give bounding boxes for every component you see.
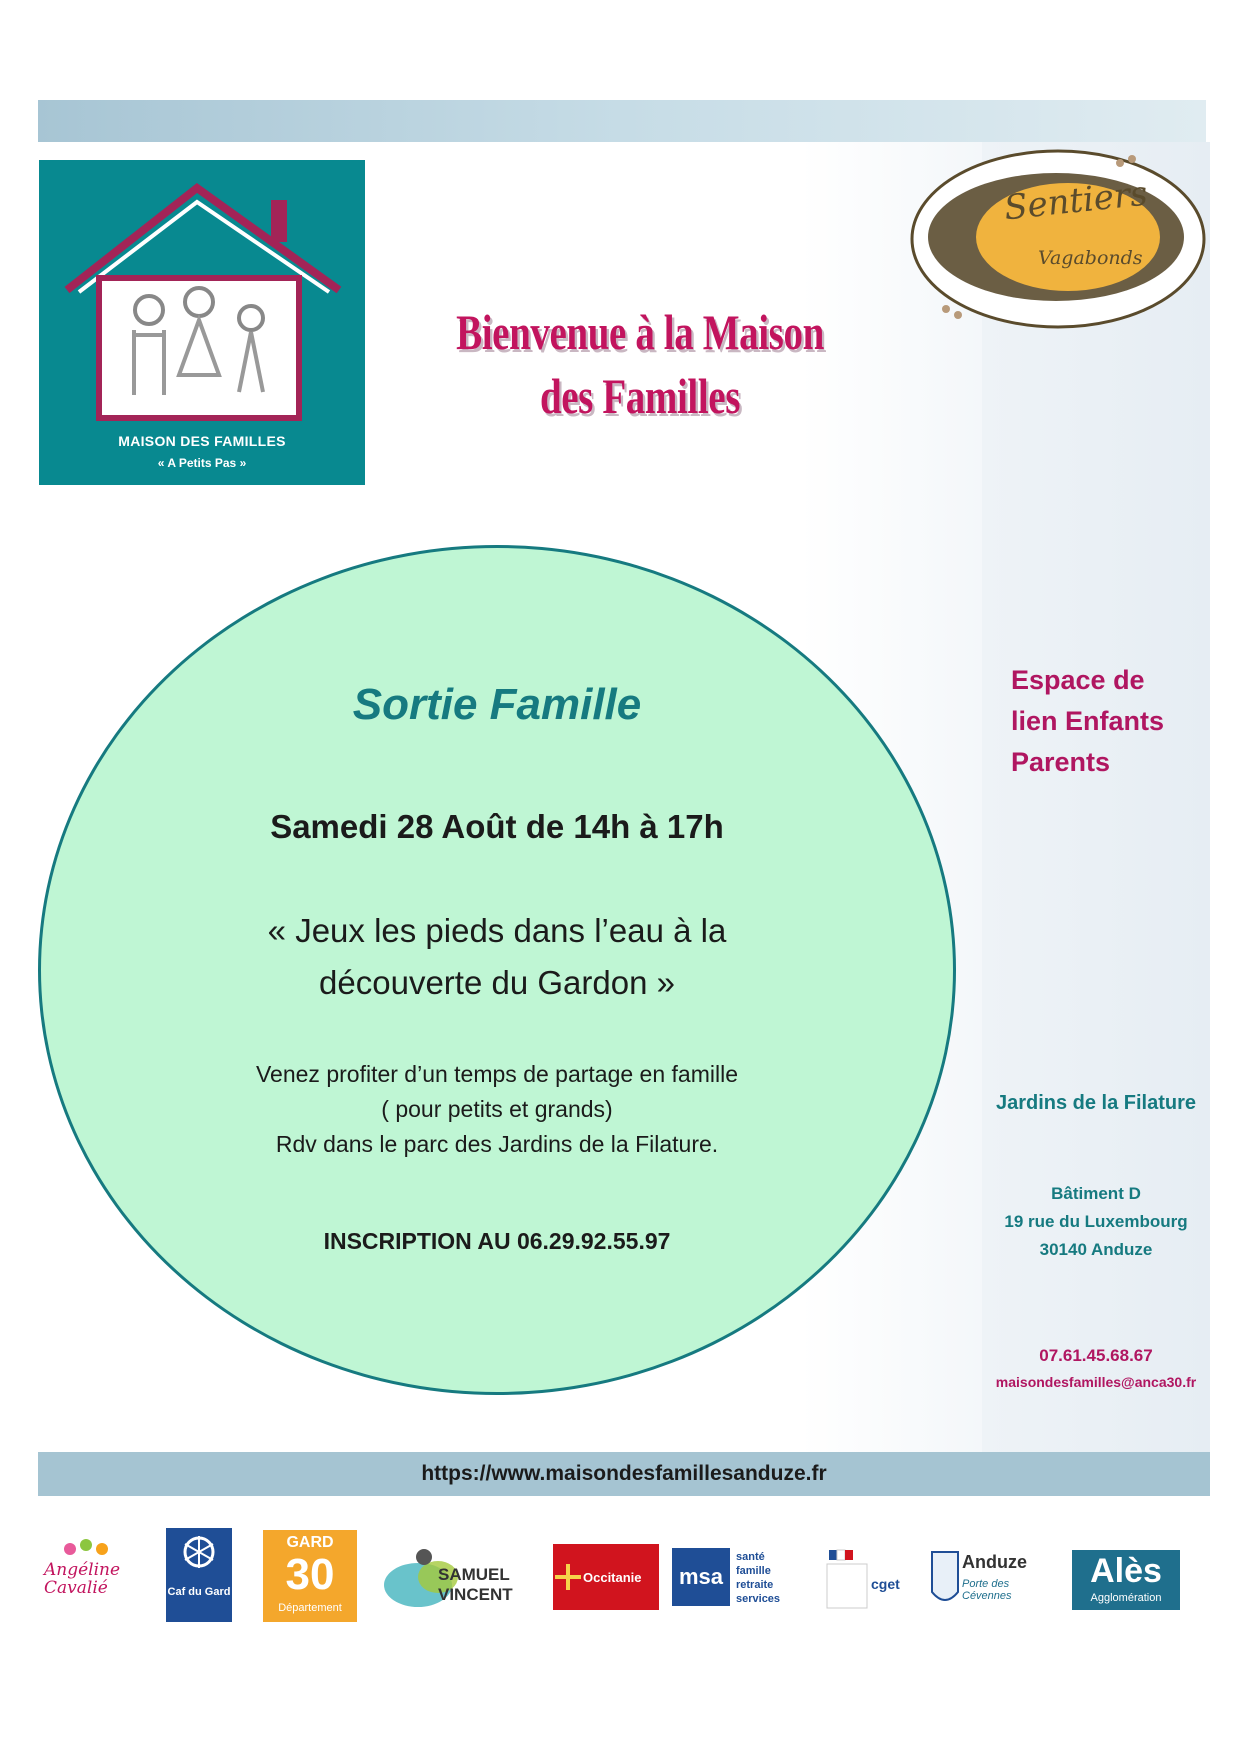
angeline-cavalie-logo — [40, 1535, 140, 1615]
cget-text: cget — [871, 1576, 900, 1592]
address — [982, 1180, 1210, 1264]
msa-text: msa — [672, 1548, 730, 1606]
snowflake-icon — [166, 1528, 232, 1578]
address-line-3: 30140 Anduze — [1039, 1240, 1153, 1259]
caf-text: Caf du Gard — [167, 1586, 231, 1598]
gard-departement-logo — [263, 1530, 357, 1622]
vagabonds-text: Vagabonds — [1038, 247, 1143, 269]
logo-subtitle: « A Petits Pas » — [157, 456, 247, 470]
welcome-heading — [453, 300, 827, 428]
msa-tagline: santé famille retraite services — [736, 1551, 781, 1605]
anduze-subtitle: Porte des Cévennes — [962, 1578, 1012, 1602]
logo-title: MAISON DES FAMILLES — [118, 433, 286, 449]
anduze-text: Anduze — [962, 1552, 1027, 1572]
top-banner — [38, 100, 1206, 142]
address-line-2: 19 rue du Luxembourg — [1004, 1212, 1188, 1231]
event-title: Sortie Famille — [352, 680, 642, 729]
desc-line-2: ( pour petits et grands) — [381, 1096, 613, 1122]
inscription-phone: INSCRIPTION AU 06.29.92.55.97 — [323, 1228, 671, 1254]
espace-heading — [986, 660, 1186, 783]
activity-line-2: découverte du Gardon » — [319, 964, 675, 1001]
cget-logo — [825, 1546, 901, 1612]
gard-number: 30 — [285, 1550, 335, 1599]
desc-line-3: Rdv dans le parc des Jardins de la Filature. — [275, 1131, 719, 1157]
gard-top: GARD — [286, 1534, 334, 1551]
ales-subtitle: Agglomération — [1090, 1592, 1162, 1604]
gard-bottom: Département — [278, 1602, 342, 1614]
samuel-text: SAMUEL VINCENT — [438, 1565, 513, 1604]
event-date: Samedi 28 Août de 14h à 17h — [270, 808, 724, 845]
ales-text: Alès — [1090, 1552, 1162, 1590]
caf-logo — [166, 1528, 232, 1622]
ales-agglomeration-logo — [1072, 1550, 1180, 1610]
espace-line-2: lien Enfants — [1011, 706, 1165, 736]
samuel-vincent-logo — [378, 1535, 530, 1615]
sentiers-text: Sentiers — [1002, 173, 1150, 229]
shield-icon — [930, 1548, 960, 1614]
event-description — [38, 1057, 956, 1162]
angeline-text: Angéline Cavalié — [44, 1560, 121, 1598]
espace-line-3: Parents — [1011, 747, 1111, 777]
occitanie-logo — [553, 1544, 659, 1610]
contact-email[interactable]: maisondesfamilles@anca30.fr — [995, 1374, 1197, 1390]
espace-line-1: Espace de — [1011, 665, 1145, 695]
activity-line-1: « Jeux les pieds dans l’eau à la — [267, 912, 727, 949]
desc-line-1: Venez profiter d’un temps de partage en famille — [255, 1061, 738, 1087]
msa-logo — [672, 1544, 800, 1610]
welcome-line-2: des Familles — [539, 368, 741, 424]
sentiers-vagabonds-logo — [906, 145, 1210, 333]
event-activity — [38, 905, 956, 1009]
occitanie-text: Occitanie — [583, 1570, 642, 1585]
address-line-1: Bâtiment D — [1051, 1184, 1141, 1203]
welcome-line-1: Bienvenue à la Maison — [456, 304, 824, 360]
website-url[interactable]: https://www.maisondesfamillesanduze.fr — [38, 1452, 1210, 1496]
location-name: Jardins de la Filature — [995, 1092, 1197, 1114]
anduze-logo — [930, 1548, 1058, 1614]
contact-phone: 07.61.45.68.67 — [1039, 1346, 1153, 1365]
occitan-cross-icon — [553, 1544, 583, 1610]
oval-logo-icon — [906, 145, 1210, 333]
maison-des-familles-logo — [39, 160, 365, 485]
